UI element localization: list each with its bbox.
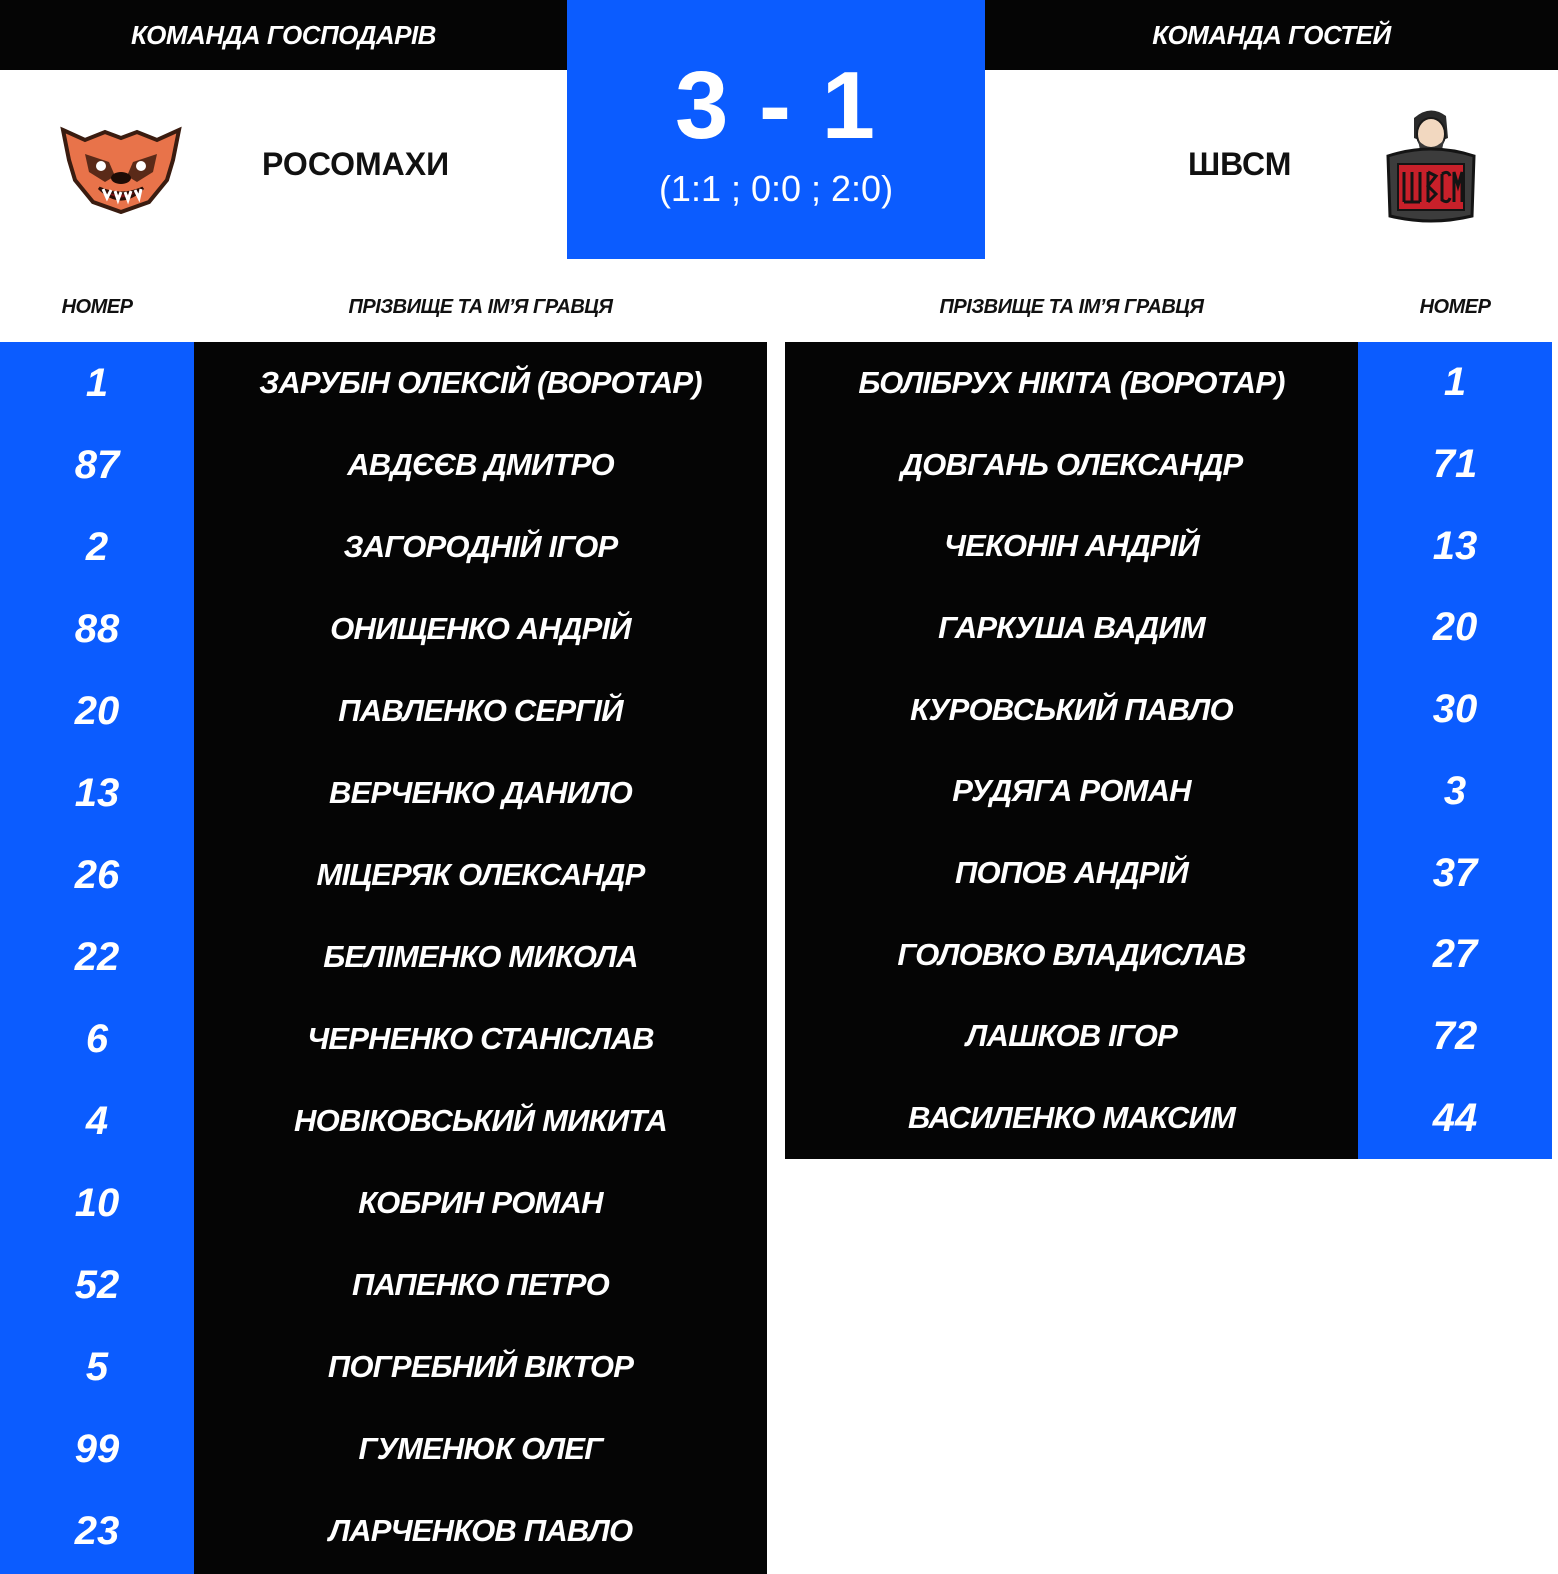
home-player-name: ЛАРЧЕНКОВ ПАВЛО [328, 1513, 633, 1548]
home-player-number: 1 [85, 360, 109, 405]
home-team-name: РОСОМАХИ [262, 146, 450, 182]
home-number-header: НОМЕР [61, 296, 133, 318]
away-player-name: ЛАШКОВ ІГОР [965, 1018, 1177, 1054]
away-player-name: ВАСИЛЕНКО МАКСИМ [907, 1100, 1236, 1136]
away-player-number: 1 [1443, 360, 1467, 405]
home-player-name: ВЕРЧЕНКО ДАНИЛО [329, 775, 632, 810]
away-number-header: НОМЕР [1419, 296, 1491, 318]
home-player-name: БЕЛІМЕНКО МИКОЛА [323, 939, 638, 974]
home-player-number: 20 [74, 688, 120, 733]
score-box [567, 0, 985, 259]
away-player-number: 13 [1432, 523, 1478, 568]
away-player-name: РУДЯГА РОМАН [952, 773, 1191, 809]
home-player-name: ОНИЩЕНКО АНДРІЙ [330, 611, 631, 646]
home-player-name: ЧЕРНЕНКО СТАНІСЛАВ [307, 1021, 654, 1056]
away-player-number: 27 [1432, 932, 1478, 977]
home-player-name: ПАПЕНКО ПЕТРО [352, 1267, 609, 1302]
away-player-name: КУРОВСЬКИЙ ПАВЛО [910, 691, 1233, 727]
wolverine-logo-icon [55, 118, 187, 214]
away-player-number: 37 [1432, 850, 1478, 895]
home-player-number: 88 [74, 606, 120, 651]
home-player-name: КОБРИН РОМАН [358, 1185, 603, 1220]
period-scores: (1:1 ; 0:0 ; 2:0) [658, 168, 894, 209]
home-player-number: 52 [74, 1262, 120, 1307]
away-player-name: ГАРКУША ВАДИМ [938, 609, 1205, 645]
home-player-number: 6 [85, 1016, 109, 1061]
away-player-column [785, 342, 1358, 1159]
home-team-label: КОМАНДА ГОСПОДАРІВ [131, 19, 436, 50]
away-player-number: 3 [1443, 768, 1467, 813]
away-team-label: КОМАНДА ГОСТЕЙ [1152, 19, 1391, 50]
home-player-name: ЗАРУБІН ОЛЕКСІЙ (ВОРОТАР) [259, 365, 702, 400]
home-player-name: НОВІКОВСЬКИЙ МИКИТА [294, 1103, 667, 1138]
away-player-name: ПОПОВ АНДРІЙ [955, 855, 1188, 891]
home-player-number: 13 [74, 770, 120, 815]
away-player-header: ПРІЗВИЩЕ ТА ІМ’Я ГРАВЦЯ [939, 296, 1204, 318]
home-player-number: 10 [74, 1180, 120, 1225]
home-player-name: ЗАГОРОДНІЙ ІГОР [343, 529, 618, 564]
home-player-number: 26 [74, 852, 120, 897]
away-team-name: ШВСМ [1188, 146, 1292, 182]
home-player-name: ПАВЛЕНКО СЕРГІЙ [338, 693, 623, 728]
away-player-name: ГОЛОВКО ВЛАДИСЛАВ [897, 936, 1246, 972]
home-player-name: МІЦЕРЯК ОЛЕКСАНДР [316, 857, 645, 892]
home-player-number: 2 [85, 524, 109, 569]
home-player-name: ПОГРЕБНИЙ ВІКТОР [327, 1349, 634, 1384]
away-player-name: ДОВГАНЬ ОЛЕКСАНДР [900, 446, 1243, 482]
home-number-column [0, 342, 194, 1574]
away-player-number: 20 [1432, 605, 1478, 650]
final-score: 3 - 1 [674, 52, 878, 159]
away-player-number: 71 [1432, 442, 1478, 487]
home-player-number: 4 [85, 1098, 109, 1143]
away-player-number: 30 [1432, 687, 1478, 732]
home-player-number: 99 [74, 1426, 120, 1471]
away-player-name: ЧЕКОНІН АНДРІЙ [944, 528, 1199, 564]
away-player-name: БОЛІБРУХ НІКІТА (ВОРОТАР) [858, 364, 1285, 400]
away-number-column [1358, 342, 1552, 1159]
home-player-number: 22 [74, 934, 120, 979]
home-player-column [194, 342, 767, 1574]
away-player-number: 44 [1432, 1095, 1478, 1140]
home-player-header: ПРІЗВИЩЕ ТА ІМ’Я ГРАВЦЯ [348, 296, 613, 318]
home-player-name: АВДЄЄВ ДМИТРО [347, 447, 614, 482]
shvsm-logo-icon [1384, 104, 1478, 226]
home-player-number: 5 [85, 1344, 109, 1389]
home-player-number: 23 [74, 1508, 120, 1553]
away-player-number: 72 [1432, 1013, 1478, 1058]
home-player-name: ГУМЕНЮК ОЛЕГ [358, 1431, 603, 1466]
home-player-number: 87 [74, 442, 120, 487]
